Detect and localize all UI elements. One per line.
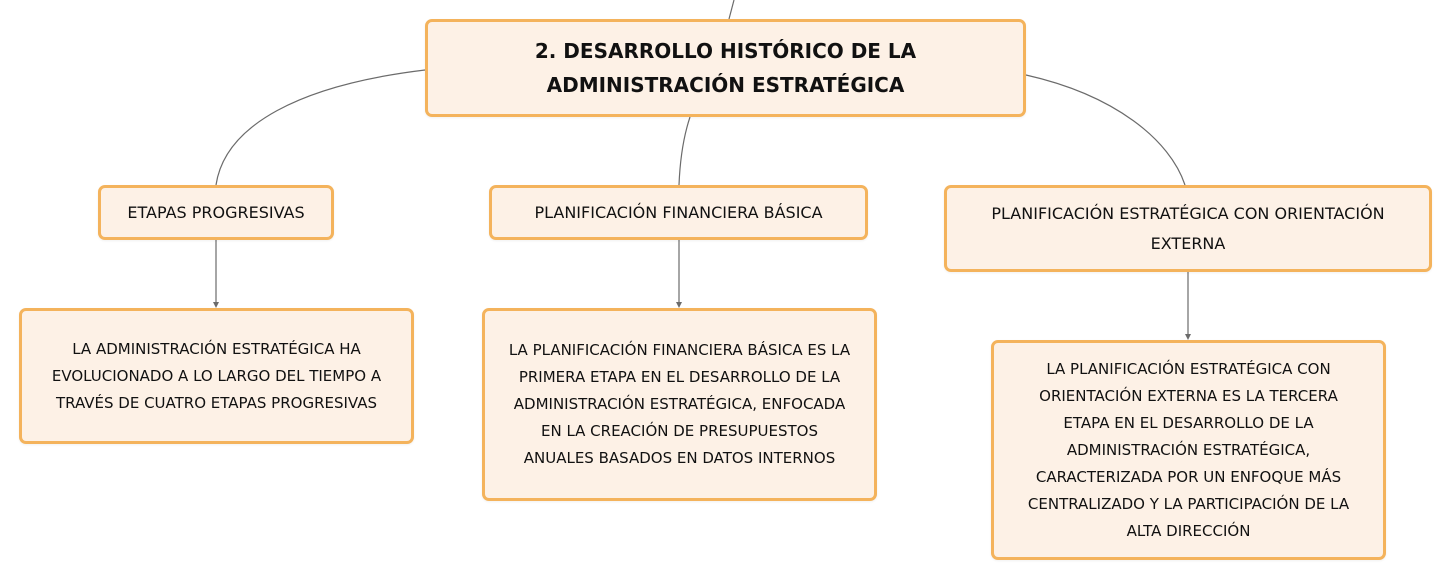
connector-root-to-orientacion — [1026, 75, 1185, 185]
detail-text-planificacion-estrategica: LA PLANIFICACIÓN ESTRATÉGICA CON ORIENTACIÓN EXTERNA ES LA TERCERA ETAPA EN EL DESARROLLO DE LA ADMINISTRACIÓN ESTRATÉGICA, CARACTERIZADA POR UN ENFOQUE MÁS CENTRALIZADO Y LA PARTICIPACIÓN DE LA ALTA DIRECCIÓN — [1027, 359, 1350, 540]
root-topic-node[interactable] — [425, 19, 1026, 117]
topic-label-planificacion-financiera: PLANIFICACIÓN FINANCIERA BÁSICA — [534, 202, 823, 222]
detail-node-planificacion-estrategica[interactable] — [991, 340, 1386, 560]
topic-label-planificacion-estrategica: PLANIFICACIÓN ESTRATÉGICA CON ORIENTACIÓN EXTERNA — [991, 203, 1385, 253]
detail-node-etapas-progresivas[interactable] — [19, 308, 414, 444]
connector-root-to-financiera — [679, 117, 690, 185]
connector-root-to-etapas — [216, 70, 425, 185]
topic-label-etapas-progresivas: ETAPAS PROGRESIVAS — [127, 202, 305, 222]
detail-text-planificacion-financiera: LA PLANIFICACIÓN FINANCIERA BÁSICA ES LA PRIMERA ETAPA EN EL DESARROLLO DE LA ADMINISTRACIÓN ESTRATÉGICA, ENFOCADA EN LA CREACIÓN DE PRESUPUESTOS ANUALES BASADOS EN DATOS INTERNOS — [508, 341, 851, 467]
connector-parent-to-root — [729, 0, 734, 19]
root-topic-title: 2. DESARROLLO HISTÓRICO DE LA ADMINISTRACIÓN ESTRATÉGICA — [534, 39, 917, 97]
detail-node-planificacion-financiera[interactable] — [482, 308, 877, 501]
topic-node-etapas-progresivas[interactable] — [98, 185, 334, 240]
topic-node-planificacion-estrategica[interactable] — [944, 185, 1432, 272]
topic-node-planificacion-financiera[interactable] — [489, 185, 868, 240]
detail-text-etapas-progresivas: LA ADMINISTRACIÓN ESTRATÉGICA HA EVOLUCIONADO A LO LARGO DEL TIEMPO A TRAVÉS DE CUATRO ETAPAS PROGRESIVAS — [51, 339, 382, 412]
